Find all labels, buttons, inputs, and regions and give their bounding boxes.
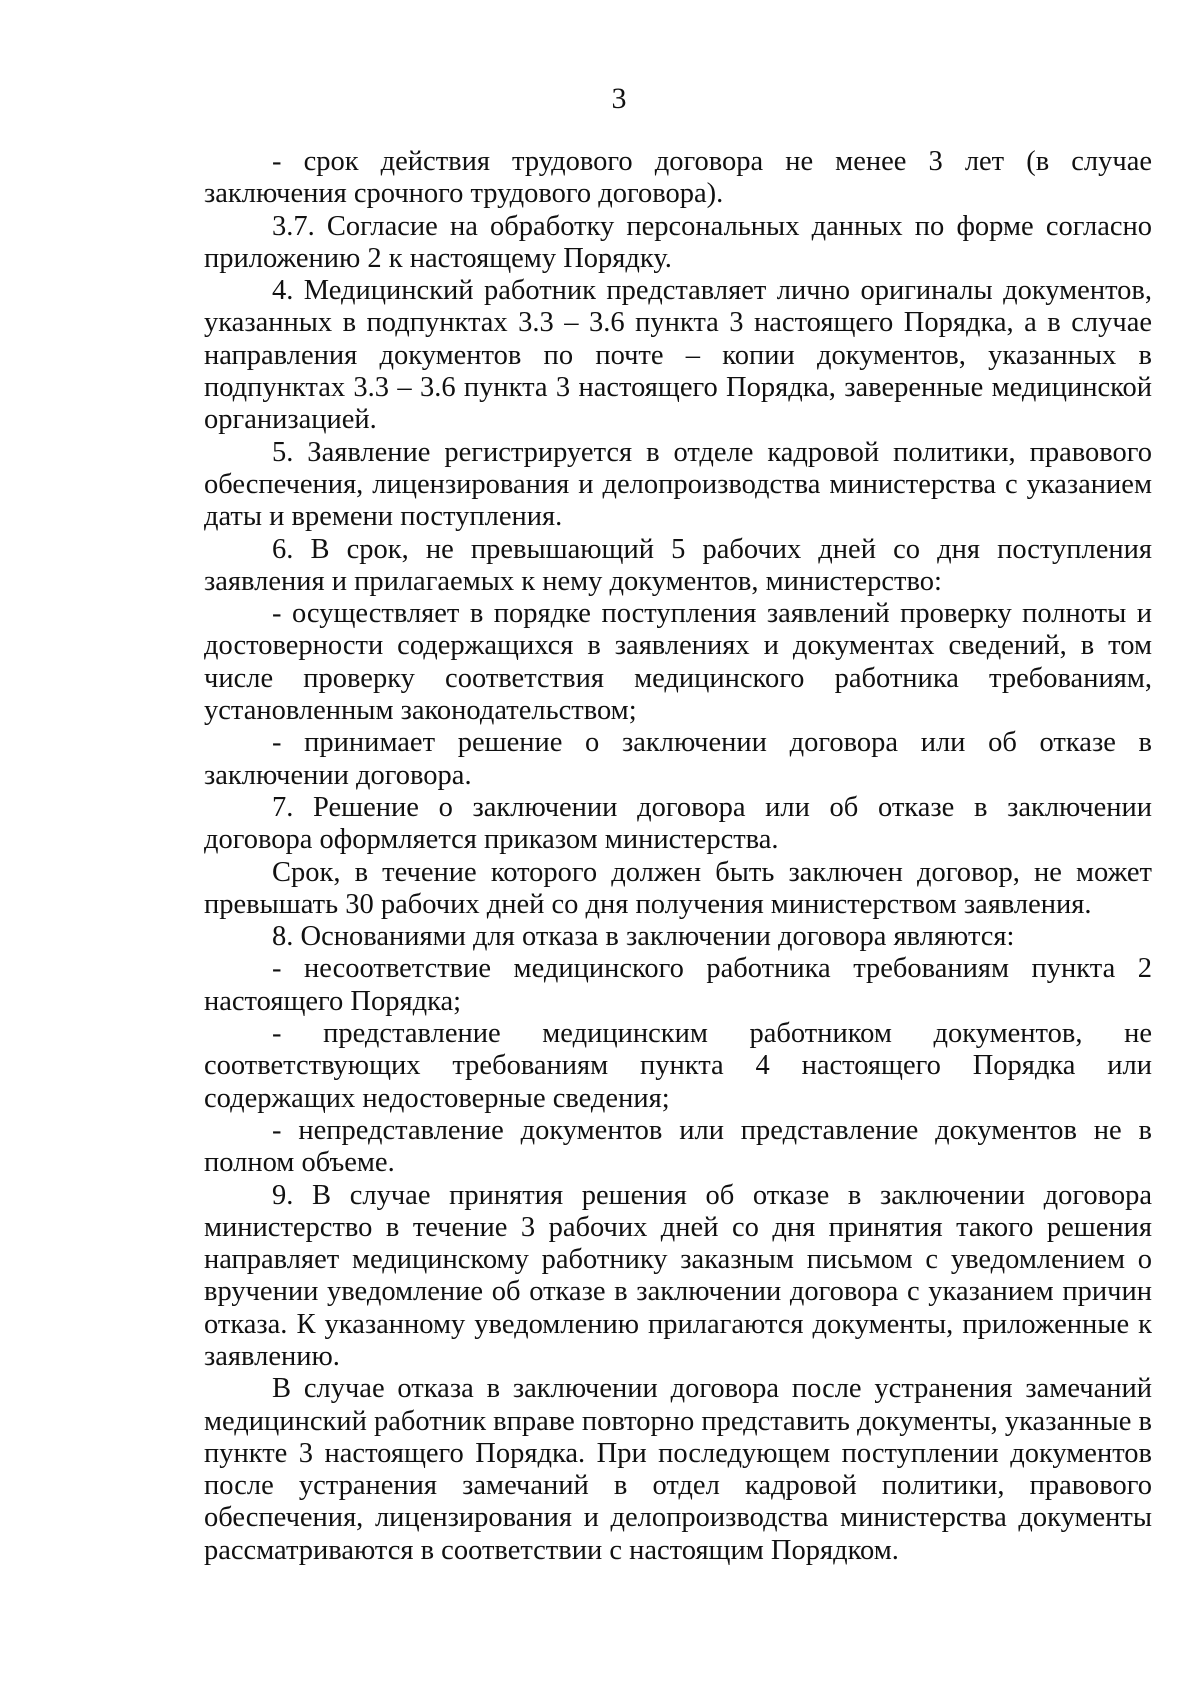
paragraph-7-order: 7. Решение о заключении договора или об отказе в заключении договора оформляется приказом министерства. [204, 791, 1152, 856]
paragraph-8-refusal-grounds: 8. Основаниями для отказа в заключении договора являются: [272, 921, 1015, 953]
paragraph-9-refusal-notice: 9. В случае принятия решения об отказе в заключении договора министерство в течение 3 рабочих дней со дня принятия такого решения направляет медицинскому работнику заказным письмом с уведомлением о вручении уведомление об отказе в заключении договора с указанием причин отказа. К указанному уведомлению прилагаются документы, приложенные к заявлению. [204, 1179, 1152, 1372]
paragraph-6-check-completeness: - осуществляет в порядке поступления заявлений проверку полноты и достоверности содержащихся в заявлениях и документах сведений, в том числе проверку соответствия медицинского работника требованиям, установленным законодательством; [204, 598, 1152, 727]
paragraph-contract-term: - срок действия трудового договора не менее 3 лет (в случае заключения срочного трудового договора). [204, 146, 1152, 210]
paragraph-8-incomplete-documents: - непредставление документов или представление документов не в полном объеме. [204, 1114, 1152, 1179]
paragraph-8-invalid-documents: - представление медицинским работником документов, не соответствующих требованиям пункта 4 настоящего Порядка или содержащих недостоверные сведения; [204, 1018, 1152, 1114]
paragraph-8-nonconformity: - несоответствие медицинского работника требованиям пункта 2 настоящего Порядка; [204, 953, 1152, 1017]
paragraph-6-review-term: 6. В срок, не превышающий 5 рабочих дней со дня поступления заявления и прилагаемых к нему документов, министерство: [204, 533, 1152, 597]
paragraph-9-resubmission: В случае отказа в заключении договора после устранения замечаний медицинский работник вправе повторно представить документы, указанные в пункте 3 настоящего Порядка. При последующем поступлении документов после устранения замечаний в отдел кадровой политики, правового обеспечения, лицензирования и делопроизводства министерства документы рассматриваются в соответствии с настоящим Порядком. [204, 1373, 1152, 1566]
paragraph-5-registration: 5. Заявление регистрируется в отделе кадровой политики, правового обеспечения, лицензирования и делопроизводства министерства с указанием даты и времени поступления. [204, 436, 1152, 533]
paragraph-4-originals: 4. Медицинский работник представляет лично оригиналы документов, указанных в подпунктах 3.3 – 3.6 пункта 3 настоящего Порядка, а в случае направления документов по почте – копии документов, указанных в подпунктах 3.3 – 3.6 пункта 3 настоящего Порядка, заверенные медицинской организацией. [204, 275, 1152, 436]
document-body [204, 146, 1152, 1567]
paragraph-7-deadline: Срок, в течение которого должен быть заключен договор, не может превышать 30 рабочих дней со дня получения министерством заявления. [204, 856, 1152, 920]
paragraph-6-decision: - принимает решение о заключении договора или об отказе в заключении договора. [204, 727, 1152, 791]
paragraph-3-7-consent: 3.7. Согласие на обработку персональных данных по форме согласно приложению 2 к настоящему Порядку. [204, 210, 1152, 274]
page-number: 3 [611, 82, 627, 115]
